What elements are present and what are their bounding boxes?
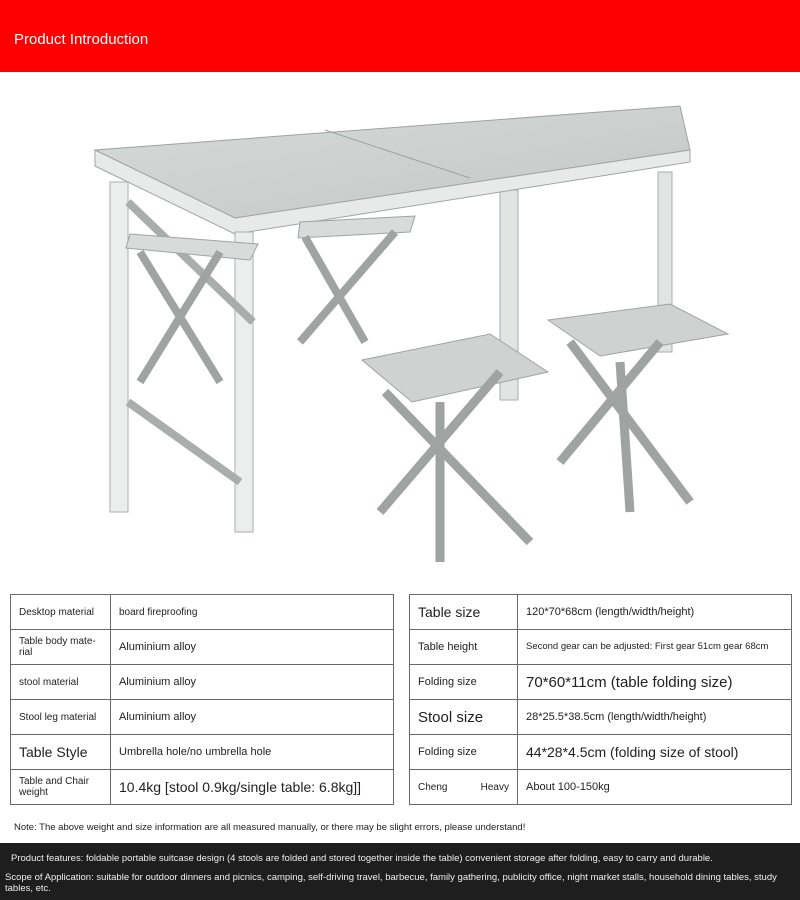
spec-value: Aluminium alloy xyxy=(111,630,394,665)
spec-label: Table height xyxy=(410,630,518,665)
spec-value: Aluminium alloy xyxy=(111,665,394,700)
spec-row xyxy=(11,700,394,735)
spec-label: Table Style xyxy=(11,735,111,770)
spec-value: 70*60*11cm (table folding size) xyxy=(518,665,792,700)
measurement-note: Note: The above weight and size information are all measured manually, or there may be slight errors, please understand! xyxy=(14,822,526,833)
spec-value: 10.4kg [stool 0.9kg/single table: 6.8kg]] xyxy=(111,770,394,805)
header-banner xyxy=(0,0,800,72)
spec-row xyxy=(410,665,792,700)
spec-row xyxy=(410,595,792,630)
spec-value: 44*28*4.5cm (folding size of stool) xyxy=(518,735,792,770)
spec-value: Second gear can be adjusted: First gear 51cm gear 68cm xyxy=(518,630,792,665)
spec-label: Table and Chair weight xyxy=(11,770,111,805)
stool-front-right xyxy=(548,304,728,512)
spec-label: Folding size xyxy=(410,735,518,770)
spec-value: Aluminium alloy xyxy=(111,700,394,735)
spec-row xyxy=(11,735,394,770)
spec-value: Umbrella hole/no umbrella hole xyxy=(111,735,394,770)
product-features: Product features: foldable portable suitcase design (4 stools are folded and stored together inside the table) convenient storage after folding, easy to carry and durable. xyxy=(11,853,713,864)
spec-label: Table body mate-rial xyxy=(11,630,111,665)
product-photo xyxy=(0,72,800,590)
spec-label: Folding size xyxy=(410,665,518,700)
spec-row xyxy=(11,595,394,630)
stool-back-middle xyxy=(298,216,415,342)
spec-value: 28*25.5*38.5cm (length/width/height) xyxy=(518,700,792,735)
spec-row xyxy=(410,700,792,735)
stool-front-center xyxy=(362,334,548,562)
spec-row xyxy=(410,770,792,805)
spec-label: Cheng xyxy=(418,781,448,793)
spec-label: Table size xyxy=(410,595,518,630)
spec-row xyxy=(410,630,792,665)
spec-label: stool material xyxy=(11,665,111,700)
spec-row xyxy=(11,630,394,665)
page-title: Product Introduction xyxy=(14,31,149,48)
features-footer xyxy=(0,843,800,900)
spec-row xyxy=(410,735,792,770)
spec-row xyxy=(11,770,394,805)
spec-label-cell xyxy=(410,770,518,805)
spec-table-right xyxy=(409,594,792,805)
spec-label: Stool leg material xyxy=(11,700,111,735)
spec-section xyxy=(0,590,800,808)
spec-label: Stool size xyxy=(410,700,518,735)
spec-row xyxy=(11,665,394,700)
spec-value: board fireproofing xyxy=(111,595,394,630)
spec-value: About 100-150kg xyxy=(518,770,792,805)
spec-table-left xyxy=(10,594,394,805)
spec-label: Desktop material xyxy=(11,595,111,630)
spec-value: 120*70*68cm (length/width/height) xyxy=(518,595,792,630)
scope-of-application: Scope of Application: suitable for outdoor dinners and picnics, camping, self-driving travel, barbecue, family gathering, publicity office, night market stalls, household dining tables, study tables, etc. xyxy=(5,872,777,894)
spec-label-secondary: Heavy xyxy=(480,781,509,793)
